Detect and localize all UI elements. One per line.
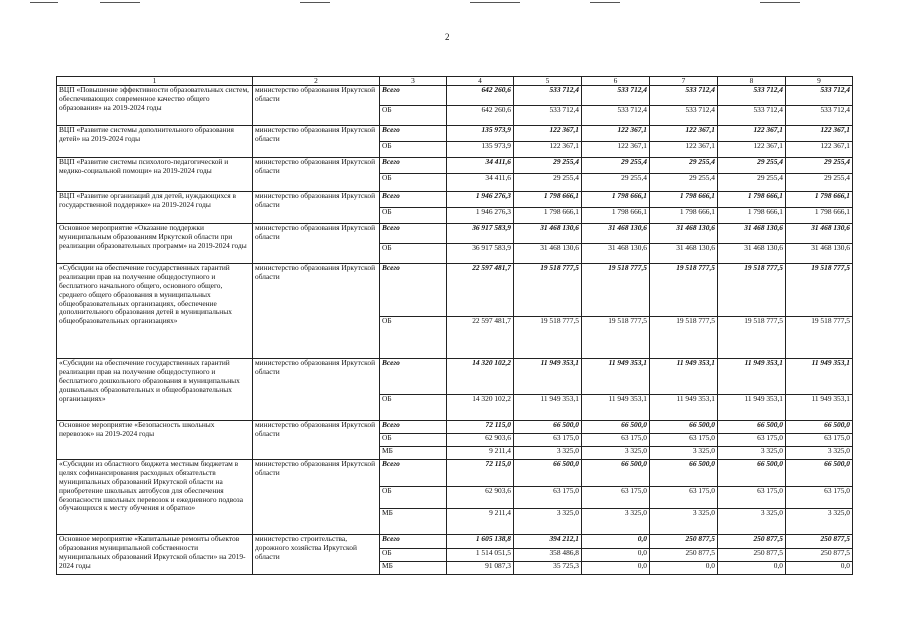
- amount-cell: 3 325,0: [786, 509, 853, 535]
- amount-cell: 19 518 777,5: [514, 264, 582, 317]
- scan-edge-line: [760, 2, 800, 3]
- amount-cell: 533 712,4: [718, 86, 786, 106]
- amount-cell: 31 468 130,6: [650, 244, 718, 264]
- amount-cell: 3 325,0: [514, 447, 582, 460]
- amount-cell: 9 211,4: [447, 509, 514, 535]
- amount-cell: 36 917 583,9: [447, 244, 514, 264]
- amount-cell: 31 468 130,6: [582, 244, 650, 264]
- amount-cell: 122 367,1: [582, 142, 650, 158]
- budget-table: [56, 76, 853, 575]
- amount-cell: 22 597 481,7: [447, 264, 514, 317]
- amount-cell: 19 518 777,5: [582, 317, 650, 359]
- column-number: 2: [253, 77, 380, 86]
- amount-cell: 11 949 353,1: [582, 395, 650, 421]
- amount-cell: 19 518 777,5: [582, 264, 650, 317]
- responsible-executor: министерство образования Иркутской области: [253, 460, 380, 535]
- amount-cell: 34 411,6: [447, 158, 514, 174]
- amount-cell: 31 468 130,6: [514, 224, 582, 244]
- amount-cell: 72 115,0: [447, 421, 514, 434]
- funding-source: Всего: [380, 359, 447, 395]
- amount-cell: 19 518 777,5: [718, 317, 786, 359]
- amount-cell: 31 468 130,6: [514, 244, 582, 264]
- amount-cell: 3 325,0: [786, 447, 853, 460]
- amount-cell: 1 798 666,1: [786, 192, 853, 208]
- amount-cell: 63 175,0: [786, 434, 853, 447]
- column-number: 3: [380, 77, 447, 86]
- responsible-executor: министерство строительства, дорожного хозяйства Иркутской области: [253, 535, 380, 575]
- funding-source: ОБ: [380, 208, 447, 224]
- amount-cell: 31 468 130,6: [786, 244, 853, 264]
- amount-cell: 31 468 130,6: [582, 224, 650, 244]
- amount-cell: 29 255,4: [650, 174, 718, 192]
- amount-cell: 14 320 102,2: [447, 359, 514, 395]
- amount-cell: 11 949 353,1: [718, 395, 786, 421]
- amount-cell: 250 877,5: [650, 535, 718, 549]
- amount-cell: 63 175,0: [514, 487, 582, 509]
- column-number: 5: [514, 77, 582, 86]
- amount-cell: 0,0: [786, 562, 853, 575]
- responsible-executor: министерство образования Иркутской области: [253, 86, 380, 126]
- amount-cell: 135 973,9: [447, 142, 514, 158]
- program-description: ВЦП «Развитие организаций для детей, нуждающихся в государственной поддержке» на 2019-2024 годы: [57, 192, 253, 224]
- amount-cell: 63 175,0: [718, 434, 786, 447]
- funding-source: МБ: [380, 562, 447, 575]
- amount-cell: 122 367,1: [514, 126, 582, 142]
- amount-cell: 35 725,3: [514, 562, 582, 575]
- amount-cell: 11 949 353,1: [514, 359, 582, 395]
- amount-cell: 1 798 666,1: [650, 192, 718, 208]
- amount-cell: 358 486,8: [514, 549, 582, 562]
- responsible-executor: министерство образования Иркутской области: [253, 158, 380, 192]
- amount-cell: 63 175,0: [650, 434, 718, 447]
- responsible-executor: министерство образования Иркутской области: [253, 421, 380, 460]
- amount-cell: 66 500,0: [786, 460, 853, 487]
- amount-cell: 63 175,0: [582, 487, 650, 509]
- amount-cell: 1 798 666,1: [582, 192, 650, 208]
- funding-source: МБ: [380, 509, 447, 535]
- program-description: Основное мероприятие «Оказание поддержки муниципальным образованиям Иркутской области при реализации образовательных программ» на 2019-2024 годы: [57, 224, 253, 264]
- amount-cell: 533 712,4: [718, 106, 786, 126]
- amount-cell: 66 500,0: [650, 421, 718, 434]
- column-number: 9: [786, 77, 853, 86]
- funding-source: ОБ: [380, 395, 447, 421]
- column-number-row: [57, 77, 853, 86]
- amount-cell: 533 712,4: [582, 106, 650, 126]
- amount-cell: 66 500,0: [718, 460, 786, 487]
- funding-source: ОБ: [380, 142, 447, 158]
- amount-cell: 66 500,0: [650, 460, 718, 487]
- amount-cell: 11 949 353,1: [718, 359, 786, 395]
- amount-cell: 122 367,1: [718, 126, 786, 142]
- amount-cell: 122 367,1: [650, 126, 718, 142]
- amount-cell: 1 798 666,1: [514, 192, 582, 208]
- amount-cell: 533 712,4: [514, 106, 582, 126]
- amount-cell: 14 320 102,2: [447, 395, 514, 421]
- amount-cell: 122 367,1: [582, 126, 650, 142]
- funding-source: ОБ: [380, 317, 447, 359]
- amount-cell: 394 212,1: [514, 535, 582, 549]
- amount-cell: 29 255,4: [514, 174, 582, 192]
- amount-cell: 63 175,0: [718, 487, 786, 509]
- amount-cell: 3 325,0: [582, 447, 650, 460]
- funding-source: Всего: [380, 86, 447, 106]
- amount-cell: 11 949 353,1: [650, 395, 718, 421]
- amount-cell: 1 514 051,5: [447, 549, 514, 562]
- program-description: ВЦП «Развитие системы дополнительного образования детей» на 2019-2024 годы: [57, 126, 253, 158]
- amount-cell: 19 518 777,5: [650, 317, 718, 359]
- amount-cell: 19 518 777,5: [786, 264, 853, 317]
- amount-cell: 19 518 777,5: [650, 264, 718, 317]
- table-row: [57, 86, 853, 106]
- amount-cell: 63 175,0: [582, 434, 650, 447]
- amount-cell: 11 949 353,1: [786, 359, 853, 395]
- program-description: Основное мероприятие «Капитальные ремонты объектов образования муниципальной собственности муниципальных образований Иркутской области» на 2019-2024 годы: [57, 535, 253, 575]
- amount-cell: 63 175,0: [514, 434, 582, 447]
- amount-cell: 63 175,0: [650, 487, 718, 509]
- scan-edge-line: [30, 2, 58, 3]
- amount-cell: 642 260,6: [447, 106, 514, 126]
- amount-cell: 0,0: [582, 562, 650, 575]
- responsible-executor: министерство образования Иркутской области: [253, 192, 380, 224]
- amount-cell: 34 411,6: [447, 174, 514, 192]
- amount-cell: 1 605 138,8: [447, 535, 514, 549]
- amount-cell: 533 712,4: [650, 86, 718, 106]
- funding-source: Всего: [380, 126, 447, 142]
- amount-cell: 3 325,0: [582, 509, 650, 535]
- amount-cell: 1 798 666,1: [718, 208, 786, 224]
- table-row: [57, 535, 853, 549]
- amount-cell: 3 325,0: [650, 509, 718, 535]
- table-row: [57, 264, 853, 317]
- funding-source: Всего: [380, 192, 447, 208]
- column-number: 1: [57, 77, 253, 86]
- amount-cell: 66 500,0: [786, 421, 853, 434]
- responsible-executor: министерство образования Иркутской области: [253, 264, 380, 359]
- amount-cell: 29 255,4: [718, 158, 786, 174]
- column-number: 7: [650, 77, 718, 86]
- amount-cell: 250 877,5: [650, 549, 718, 562]
- amount-cell: 3 325,0: [650, 447, 718, 460]
- amount-cell: 122 367,1: [786, 126, 853, 142]
- amount-cell: 122 367,1: [650, 142, 718, 158]
- table-row: [57, 126, 853, 142]
- amount-cell: 19 518 777,5: [718, 264, 786, 317]
- amount-cell: 533 712,4: [582, 86, 650, 106]
- amount-cell: 66 500,0: [514, 421, 582, 434]
- amount-cell: 66 500,0: [582, 421, 650, 434]
- funding-source: Всего: [380, 421, 447, 434]
- amount-cell: 31 468 130,6: [650, 224, 718, 244]
- table-row: [57, 158, 853, 174]
- amount-cell: 91 087,3: [447, 562, 514, 575]
- amount-cell: 1 798 666,1: [582, 208, 650, 224]
- program-description: ВЦП «Повышение эффективности образовательных систем, обеспечивающих современное качество общего образования» на 2019-2024 годы: [57, 86, 253, 126]
- amount-cell: 250 877,5: [718, 549, 786, 562]
- funding-source: Всего: [380, 224, 447, 244]
- scan-edge-line: [100, 2, 140, 3]
- funding-source: ОБ: [380, 487, 447, 509]
- amount-cell: 1 946 276,3: [447, 192, 514, 208]
- amount-cell: 31 468 130,6: [786, 224, 853, 244]
- table-row: [57, 421, 853, 434]
- amount-cell: 66 500,0: [514, 460, 582, 487]
- funding-source: МБ: [380, 447, 447, 460]
- page-number: 2: [445, 32, 450, 42]
- amount-cell: 3 325,0: [718, 509, 786, 535]
- amount-cell: 1 798 666,1: [514, 208, 582, 224]
- amount-cell: 31 468 130,6: [718, 244, 786, 264]
- amount-cell: 135 973,9: [447, 126, 514, 142]
- amount-cell: 29 255,4: [786, 158, 853, 174]
- amount-cell: 3 325,0: [514, 509, 582, 535]
- program-description: Основное мероприятие «Безопасность школьных перевозок» на 2019-2024 годы: [57, 421, 253, 460]
- amount-cell: 9 211,4: [447, 447, 514, 460]
- amount-cell: 62 903,6: [447, 434, 514, 447]
- scan-edge-line: [470, 2, 520, 3]
- amount-cell: 29 255,4: [582, 174, 650, 192]
- responsible-executor: министерство образования Иркутской области: [253, 359, 380, 421]
- funding-source: ОБ: [380, 174, 447, 192]
- amount-cell: 11 949 353,1: [786, 395, 853, 421]
- funding-source: ОБ: [380, 244, 447, 264]
- amount-cell: 533 712,4: [650, 106, 718, 126]
- amount-cell: 1 798 666,1: [718, 192, 786, 208]
- program-description: ВЦП «Развитие системы психолого-педагогической и медико-социальной помощи» на 2019-2024 годы: [57, 158, 253, 192]
- amount-cell: 31 468 130,6: [718, 224, 786, 244]
- table-row: [57, 224, 853, 244]
- amount-cell: 29 255,4: [650, 158, 718, 174]
- amount-cell: 122 367,1: [786, 142, 853, 158]
- column-number: 8: [718, 77, 786, 86]
- program-description: «Субсидии на обеспечение государственных гарантий реализации прав на получение общедоступного и бесплатного дошкольного образования в муниципальных дошкольных образовательных и общеобразовательных организациях»: [57, 359, 253, 421]
- amount-cell: 122 367,1: [514, 142, 582, 158]
- program-description: «Субсидии на обеспечение государственных гарантий реализации прав на получение общедоступного и бесплатного начального общего, основного общего, среднего общего образования в муниципальных общеобразовательных организациях, обеспечение дополнительного образования детей в муниципальных общеобразовательных организациях»: [57, 264, 253, 359]
- funding-source: Всего: [380, 158, 447, 174]
- amount-cell: 29 255,4: [718, 174, 786, 192]
- amount-cell: 1 798 666,1: [786, 208, 853, 224]
- amount-cell: 11 949 353,1: [650, 359, 718, 395]
- funding-source: Всего: [380, 264, 447, 317]
- amount-cell: 19 518 777,5: [514, 317, 582, 359]
- amount-cell: 29 255,4: [582, 158, 650, 174]
- amount-cell: 1 946 276,3: [447, 208, 514, 224]
- funding-source: Всего: [380, 460, 447, 487]
- amount-cell: 66 500,0: [582, 460, 650, 487]
- amount-cell: 63 175,0: [786, 487, 853, 509]
- amount-cell: 250 877,5: [718, 535, 786, 549]
- amount-cell: 0,0: [582, 535, 650, 549]
- amount-cell: 533 712,4: [786, 106, 853, 126]
- table-row: [57, 460, 853, 487]
- amount-cell: 11 949 353,1: [582, 359, 650, 395]
- amount-cell: 0,0: [582, 549, 650, 562]
- funding-source: ОБ: [380, 106, 447, 126]
- responsible-executor: министерство образования Иркутской области: [253, 224, 380, 264]
- amount-cell: 22 597 481,7: [447, 317, 514, 359]
- amount-cell: 36 917 583,9: [447, 224, 514, 244]
- column-number: 6: [582, 77, 650, 86]
- responsible-executor: министерство образования Иркутской области: [253, 126, 380, 158]
- amount-cell: 0,0: [650, 562, 718, 575]
- scan-edge-line: [590, 2, 620, 3]
- amount-cell: 533 712,4: [514, 86, 582, 106]
- amount-cell: 250 877,5: [786, 549, 853, 562]
- amount-cell: 72 115,0: [447, 460, 514, 487]
- amount-cell: 1 798 666,1: [650, 208, 718, 224]
- amount-cell: 29 255,4: [786, 174, 853, 192]
- program-description: «Субсидии из областного бюджета местным бюджетам в целях софинансирования расходных обязательств муниципальных образований Иркутской области на приобретение школьных автобусов для обеспечения безопасности школьных перевозок и ежедневного подвоза обучающихся к месту обучения и обратно»: [57, 460, 253, 535]
- funding-source: Всего: [380, 535, 447, 549]
- scan-edge-line: [300, 2, 330, 3]
- amount-cell: 250 877,5: [786, 535, 853, 549]
- amount-cell: 3 325,0: [718, 447, 786, 460]
- amount-cell: 642 260,6: [447, 86, 514, 106]
- amount-cell: 122 367,1: [718, 142, 786, 158]
- funding-source: ОБ: [380, 434, 447, 447]
- column-number: 4: [447, 77, 514, 86]
- amount-cell: 66 500,0: [718, 421, 786, 434]
- budget-table-body: [57, 77, 853, 575]
- amount-cell: 62 903,6: [447, 487, 514, 509]
- funding-source: ОБ: [380, 549, 447, 562]
- amount-cell: 0,0: [718, 562, 786, 575]
- amount-cell: 533 712,4: [786, 86, 853, 106]
- table-row: [57, 359, 853, 395]
- amount-cell: 19 518 777,5: [786, 317, 853, 359]
- table-row: [57, 192, 853, 208]
- amount-cell: 29 255,4: [514, 158, 582, 174]
- amount-cell: 11 949 353,1: [514, 395, 582, 421]
